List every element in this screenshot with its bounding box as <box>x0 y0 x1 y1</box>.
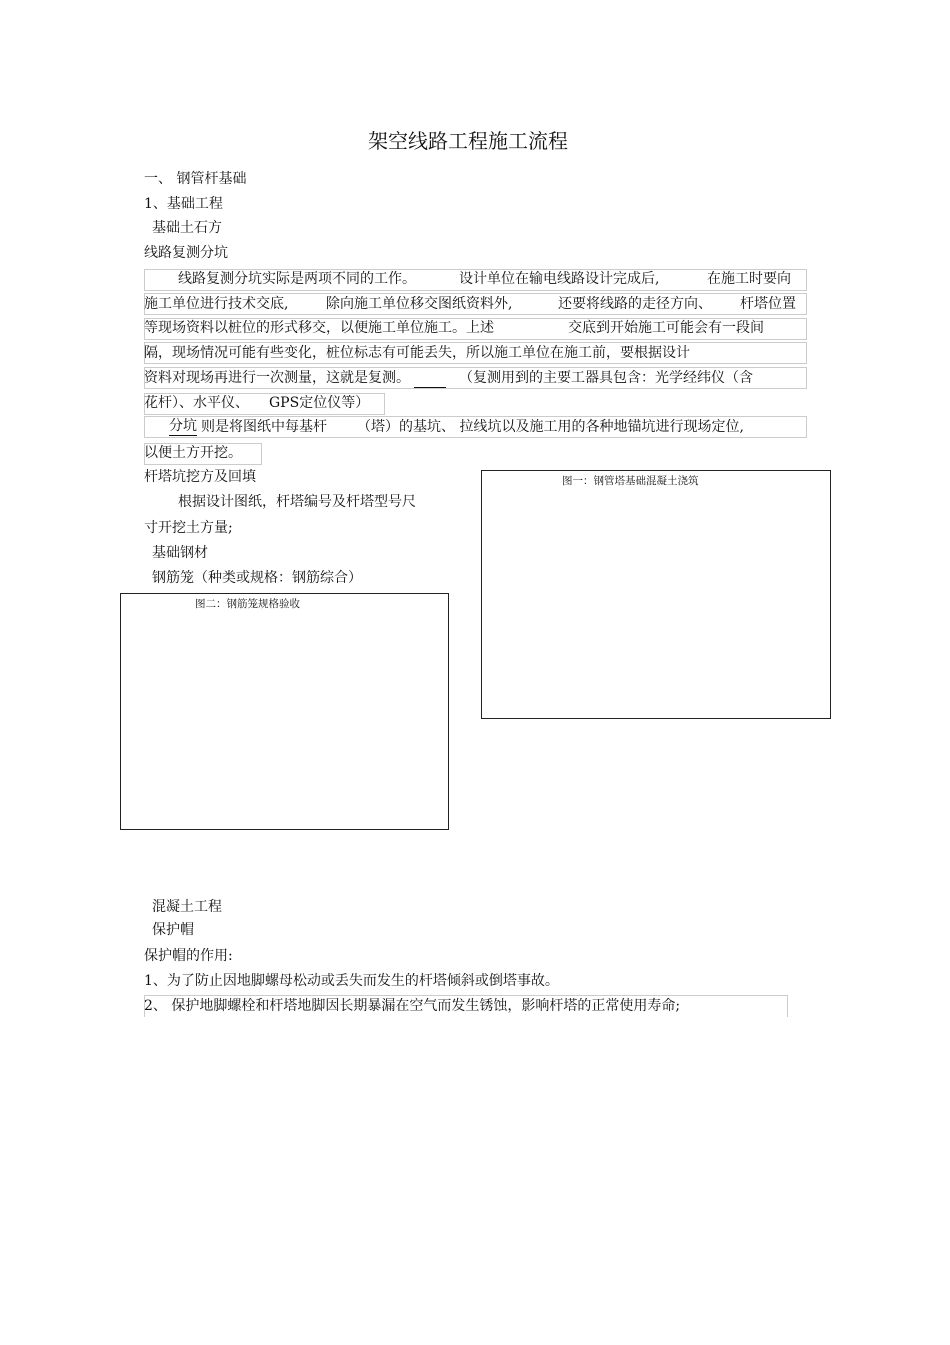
topic-heading: 基础钢材 <box>152 545 208 561</box>
paragraph-line: 等现场资料以桩位的形式移交，以便施工单位施工。上述 <box>144 320 494 336</box>
topic-heading: 线路复测分坑 <box>144 245 228 261</box>
paragraph-line: 除向施工单位移交图纸资料外, <box>326 296 513 312</box>
subsection-heading: 1、基础工程 <box>144 196 223 212</box>
paragraph-line: 交底到开始施工可能会有一段间 <box>568 320 764 336</box>
topic-heading: 混凝土工程 <box>152 899 222 915</box>
page-title: 架空线路工程施工流程 <box>368 129 568 153</box>
paragraph-line: 则是将图纸中每基杆 <box>201 419 327 435</box>
paragraph-line: 隔，现场情况可能有些变化，桩位标志有可能丢失，所以施工单位在施工前，要根据设计 <box>144 345 690 361</box>
paragraph-line: 以便土方开挖。 <box>144 445 242 461</box>
paragraph-line: 保护帽的作用: <box>144 948 233 964</box>
paragraph-line: 的基坑、 拉线坑以及施工用的各种地锚坑进行现场定位, <box>399 419 744 435</box>
list-item: 1、为了防止因地脚螺母松动或丢失而发生的杆塔倾斜或倒塔事故。 <box>144 973 559 989</box>
paragraph-line: （复测用到的主要工器具包含：光学经纬仪（含 <box>459 370 753 386</box>
paragraph-line: 资料对现场再进行一次测量，这就是复测。 <box>144 370 410 386</box>
paragraph-line: 寸开挖土方量; <box>144 520 233 536</box>
section-heading: 一、 钢管杆基础 <box>144 171 247 187</box>
topic-heading: 保护帽 <box>152 922 194 938</box>
topic-heading: 钢筋笼（种类或规格：钢筋综合） <box>152 570 362 586</box>
paragraph-line: 还要将线路的走径方向、 <box>558 296 712 312</box>
figure-caption: 图二：钢筋笼规格验收 <box>195 598 300 610</box>
paragraph-line: GPS定位仪等） <box>269 395 370 411</box>
paragraph-line: 施工单位进行技术交底, <box>144 296 289 312</box>
paragraph-line: 花杆）、水平仪、 <box>144 395 249 411</box>
paragraph-line: 杆塔位置 <box>740 296 796 312</box>
figure-frame <box>120 593 449 830</box>
figure-caption: 图一：钢管塔基础混凝土浇筑 <box>562 475 699 487</box>
figure-frame <box>481 470 831 719</box>
blank-underline <box>414 387 446 388</box>
list-item: 2、 保护地脚螺栓和杆塔地脚因长期暴漏在空气而发生锈蚀，影响杆塔的正常使用寿命; <box>144 998 681 1014</box>
paragraph-line: 设计单位在输电线路设计完成后, <box>459 271 660 287</box>
paragraph-line: 线路复测分坑实际是两项不同的工作。 <box>178 271 416 287</box>
paragraph-line: 根据设计图纸，杆塔编号及杆塔型号尺 <box>178 494 416 510</box>
paragraph-line: 在施工时要向 <box>707 271 791 287</box>
topic-heading: 杆塔坑挖方及回填 <box>144 469 256 485</box>
paragraph-line: （塔） <box>357 419 399 435</box>
subsection-heading: 基础土石方 <box>152 220 222 236</box>
underlined-term: 分坑 <box>169 418 197 434</box>
